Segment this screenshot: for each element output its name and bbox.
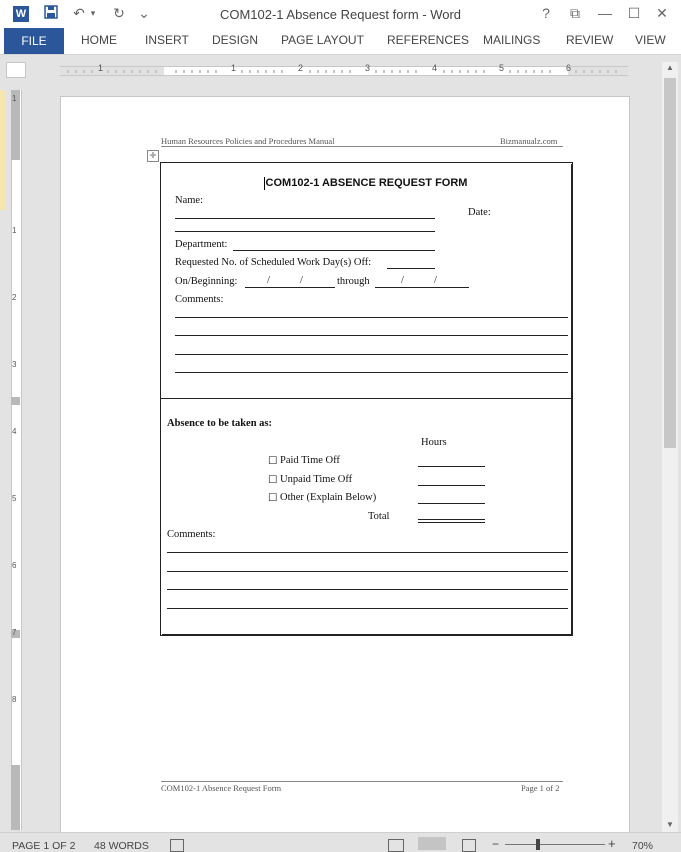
- page-count[interactable]: PAGE 1 OF 2: [12, 840, 76, 852]
- comment-line[interactable]: [175, 372, 568, 373]
- vruler-number: 3: [12, 360, 17, 369]
- date-label: Date:: [468, 207, 491, 218]
- undo-dropdown-icon[interactable]: ▾: [90, 8, 96, 18]
- footer-rule: [161, 781, 563, 782]
- vruler-number: 7: [12, 628, 17, 637]
- undo-icon[interactable]: ↶: [73, 5, 85, 21]
- ruler-number: 3: [365, 63, 371, 73]
- read-mode-icon[interactable]: [388, 839, 404, 852]
- paid-time-off-hours-line[interactable]: [418, 466, 485, 467]
- comment-line[interactable]: [167, 608, 568, 609]
- name-line-1[interactable]: [175, 218, 435, 219]
- vruler-number: 5: [12, 494, 17, 503]
- date-slash: /: [401, 275, 404, 286]
- help-button[interactable]: ?: [542, 5, 550, 21]
- ribbon-display-options-button[interactable]: ⧉: [570, 5, 580, 21]
- tab-insert[interactable]: INSERT: [145, 33, 189, 47]
- date-slash: /: [300, 275, 303, 286]
- ruler-number: 1: [231, 63, 237, 73]
- vertical-ruler-margin-mid: [11, 397, 20, 405]
- comment-line[interactable]: [167, 571, 568, 572]
- hours-label: Hours: [421, 437, 447, 448]
- total-line-2: [418, 522, 485, 523]
- vruler-number: 8: [12, 695, 17, 704]
- unpaid-time-off-label: Unpaid Time Off: [280, 474, 353, 485]
- checkbox-icon[interactable]: ☐: [268, 456, 278, 467]
- name-label: Name:: [175, 195, 203, 206]
- date-slash: /: [434, 275, 437, 286]
- ribbon-tabs: [0, 28, 681, 55]
- header-rule: [161, 146, 563, 147]
- scroll-up-icon[interactable]: ▲: [666, 63, 674, 72]
- zoom-in-icon[interactable]: +: [608, 836, 616, 851]
- requested-days-label: Requested No. of Scheduled Work Day(s) Off:: [175, 257, 372, 268]
- comments-label-2: Comments:: [167, 529, 216, 540]
- vruler-number: 4: [12, 427, 17, 436]
- minimize-button[interactable]: —: [598, 5, 612, 21]
- total-label: Total: [368, 511, 390, 522]
- close-button[interactable]: ✕: [656, 5, 668, 21]
- comment-line[interactable]: [167, 552, 568, 553]
- begin-date-line[interactable]: [245, 287, 335, 288]
- comment-line[interactable]: [167, 589, 568, 590]
- tab-selector[interactable]: [6, 62, 26, 78]
- page-header-right: Bizmanualz.com: [500, 136, 558, 146]
- vertical-ruler-margin-bottom: [11, 765, 20, 830]
- vruler-number: 1: [12, 226, 17, 235]
- name-line-2[interactable]: [175, 231, 435, 232]
- department-label: Department:: [175, 239, 228, 250]
- requested-days-line[interactable]: [387, 268, 435, 269]
- window-title: COM102-1 Absence Request form - Word: [219, 7, 462, 22]
- status-bar: [0, 832, 681, 850]
- tab-file[interactable]: FILE: [4, 28, 64, 54]
- tab-design[interactable]: DESIGN: [212, 33, 259, 47]
- comment-line[interactable]: [175, 335, 568, 336]
- vruler-number: 2: [12, 293, 17, 302]
- ruler-number: 2: [298, 63, 304, 73]
- zoom-slider-thumb[interactable]: [536, 839, 540, 850]
- zoom-level[interactable]: 70%: [632, 840, 654, 852]
- absence-heading: Absence to be taken as:: [167, 418, 272, 429]
- scrollbar-thumb[interactable]: [664, 78, 676, 448]
- form-section-divider: [161, 398, 572, 399]
- maximize-button[interactable]: ☐: [627, 5, 641, 21]
- web-layout-icon[interactable]: [462, 839, 476, 852]
- comment-line[interactable]: [175, 317, 568, 318]
- page-header-left: Human Resources Policies and Procedures Manual: [161, 136, 335, 146]
- tab-view[interactable]: VIEW: [635, 33, 666, 47]
- vertical-ruler[interactable]: [11, 90, 22, 830]
- tab-review[interactable]: REVIEW: [566, 33, 614, 47]
- ruler-number: 5: [499, 63, 505, 73]
- comment-line[interactable]: [175, 354, 568, 355]
- horizontal-ruler[interactable]: [60, 66, 628, 76]
- checkbox-icon[interactable]: ☐: [268, 493, 278, 504]
- ruler-number: 1: [98, 63, 104, 73]
- department-line[interactable]: [233, 250, 435, 251]
- form-title: COM102-1 ABSENCE REQUEST FORM: [265, 177, 468, 189]
- customize-toolbar-icon[interactable]: ⌄: [138, 5, 150, 21]
- word-app-icon[interactable]: W: [13, 6, 29, 22]
- other-hours-line[interactable]: [418, 503, 485, 504]
- left-edge-strip: [0, 90, 5, 210]
- word-count[interactable]: 48 WORDS: [94, 840, 149, 852]
- zoom-slider[interactable]: [505, 844, 605, 845]
- date-slash: /: [267, 275, 270, 286]
- page-footer-left: COM102-1 Absence Request Form: [161, 783, 282, 793]
- paid-time-off-label: Paid Time Off: [280, 455, 340, 466]
- tab-references[interactable]: REFERENCES: [387, 33, 470, 47]
- checkbox-icon[interactable]: ☐: [268, 475, 278, 486]
- unpaid-time-off-hours-line[interactable]: [418, 485, 485, 486]
- vruler-number: 1: [12, 94, 17, 103]
- tab-page-layout[interactable]: PAGE LAYOUT: [281, 33, 364, 47]
- total-line-1[interactable]: [418, 519, 485, 520]
- print-layout-icon[interactable]: [418, 837, 446, 850]
- other-label: Other (Explain Below): [280, 492, 377, 503]
- end-date-line[interactable]: [375, 287, 469, 288]
- vruler-number: 6: [12, 561, 17, 570]
- ruler-number: 4: [432, 63, 438, 73]
- comments-label: Comments:: [175, 294, 224, 305]
- page-footer-right: Page 1 of 2: [521, 783, 560, 793]
- ruler-number: 6: [566, 63, 572, 73]
- tab-mailings[interactable]: MAILINGS: [483, 33, 541, 47]
- table-move-handle-icon[interactable]: ✛: [147, 150, 159, 162]
- scroll-down-icon[interactable]: ▼: [666, 820, 674, 829]
- on-beginning-label: On/Beginning:: [175, 276, 238, 287]
- title-bar: [0, 0, 681, 28]
- form-inner-border: [162, 164, 572, 635]
- proofing-icon[interactable]: [170, 839, 184, 852]
- redo-icon[interactable]: ↻: [113, 5, 125, 21]
- tab-home[interactable]: HOME: [81, 33, 117, 47]
- through-label: through: [337, 276, 370, 287]
- zoom-out-icon[interactable]: −: [492, 837, 500, 851]
